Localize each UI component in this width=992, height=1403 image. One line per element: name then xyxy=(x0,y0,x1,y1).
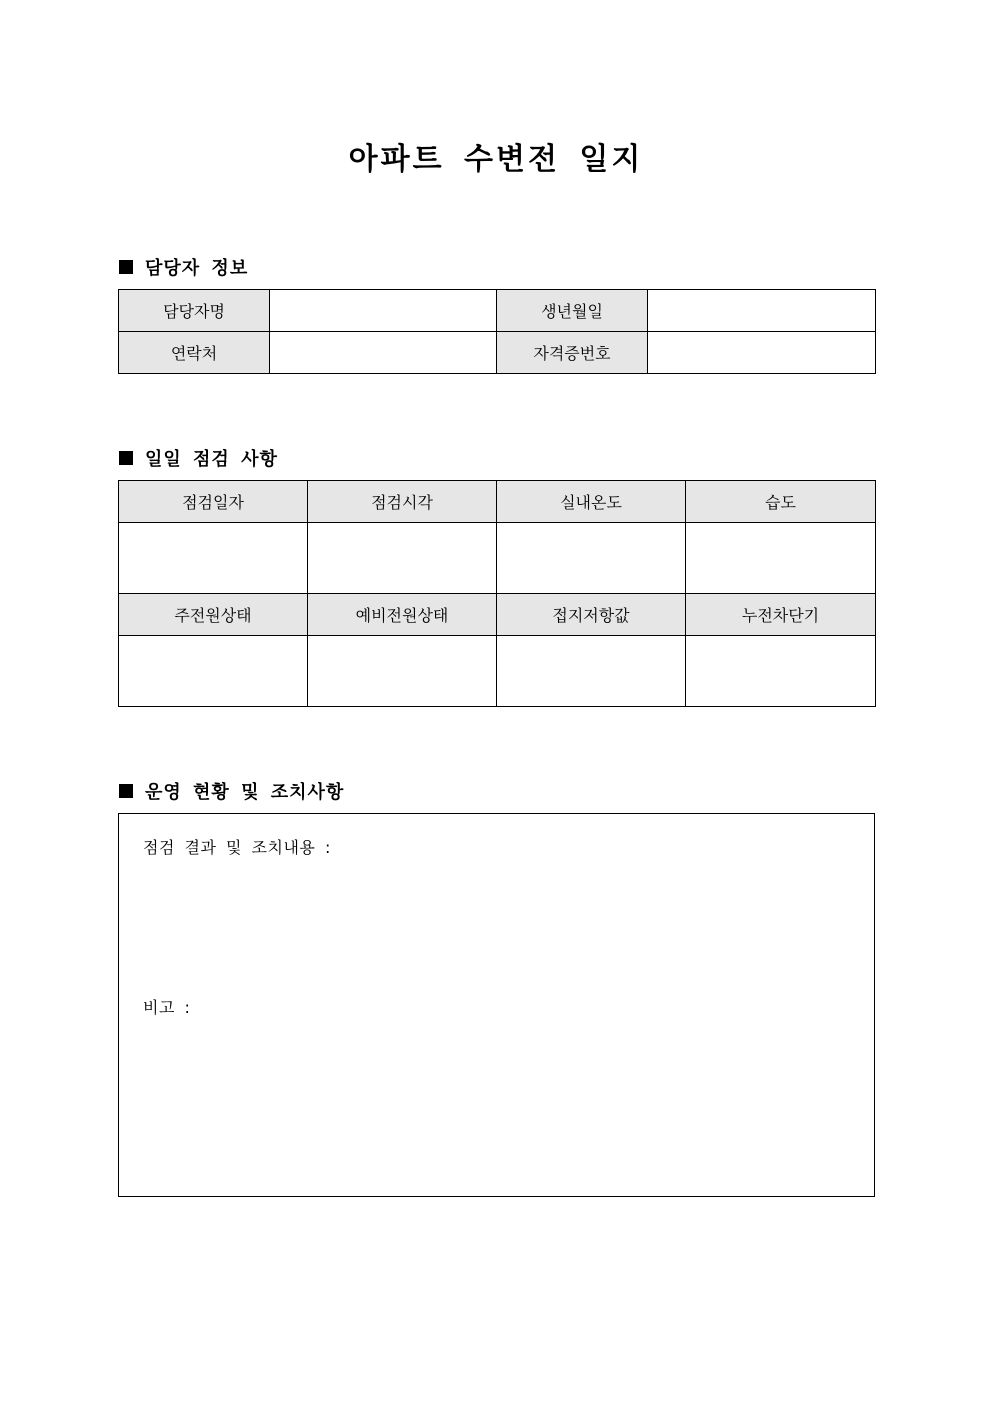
table-row xyxy=(119,636,876,707)
square-bullet-icon xyxy=(119,784,133,798)
section-heading-manager xyxy=(119,254,248,280)
section-heading-operation xyxy=(119,778,344,804)
header-inspection-time: 점검시각 xyxy=(308,481,497,523)
square-bullet-icon xyxy=(119,260,133,274)
header-indoor-temperature: 실내온도 xyxy=(497,481,686,523)
header-inspection-date: 점검일자 xyxy=(119,481,308,523)
license-number-field[interactable] xyxy=(648,332,876,374)
manager-name-field[interactable] xyxy=(270,290,497,332)
label-manager-name: 담당자명 xyxy=(119,290,270,332)
table-header-row xyxy=(119,594,876,636)
header-earth-leakage-breaker: 누전차단기 xyxy=(686,594,876,636)
section-heading-manager-text: 담당자 정보 xyxy=(145,258,249,279)
humidity-field[interactable] xyxy=(686,523,876,594)
label-license-number: 자격증번호 xyxy=(497,332,648,374)
inspection-date-field[interactable] xyxy=(119,523,308,594)
header-ground-resistance: 접지저항값 xyxy=(497,594,686,636)
header-humidity: 습도 xyxy=(686,481,876,523)
inspection-time-field[interactable] xyxy=(308,523,497,594)
daily-inspection-table xyxy=(118,480,876,707)
ground-resistance-field[interactable] xyxy=(497,636,686,707)
header-main-power-status: 주전원상태 xyxy=(119,594,308,636)
section-heading-operation-text: 운영 현황 및 조치사항 xyxy=(145,782,345,803)
table-row xyxy=(119,290,876,332)
contact-field[interactable] xyxy=(270,332,497,374)
table-row xyxy=(119,332,876,374)
manager-info-table xyxy=(118,289,876,374)
earth-leakage-breaker-field[interactable] xyxy=(686,636,876,707)
remarks-label: 비고 : xyxy=(143,998,191,1017)
indoor-temperature-field[interactable] xyxy=(497,523,686,594)
header-backup-power-status: 예비전원상태 xyxy=(308,594,497,636)
label-birth-date: 생년월일 xyxy=(497,290,648,332)
main-power-status-field[interactable] xyxy=(119,636,308,707)
operation-notes-box[interactable] xyxy=(118,813,875,1197)
section-heading-daily-text: 일일 점검 사항 xyxy=(145,449,278,470)
table-row xyxy=(119,523,876,594)
table-header-row xyxy=(119,481,876,523)
inspection-result-label: 점검 결과 및 조치내용 : xyxy=(143,838,331,857)
birth-date-field[interactable] xyxy=(648,290,876,332)
label-contact: 연락처 xyxy=(119,332,270,374)
square-bullet-icon xyxy=(119,451,133,465)
backup-power-status-field[interactable] xyxy=(308,636,497,707)
document-title: 아파트 수변전 일지 xyxy=(348,142,644,177)
section-heading-daily xyxy=(119,445,278,471)
